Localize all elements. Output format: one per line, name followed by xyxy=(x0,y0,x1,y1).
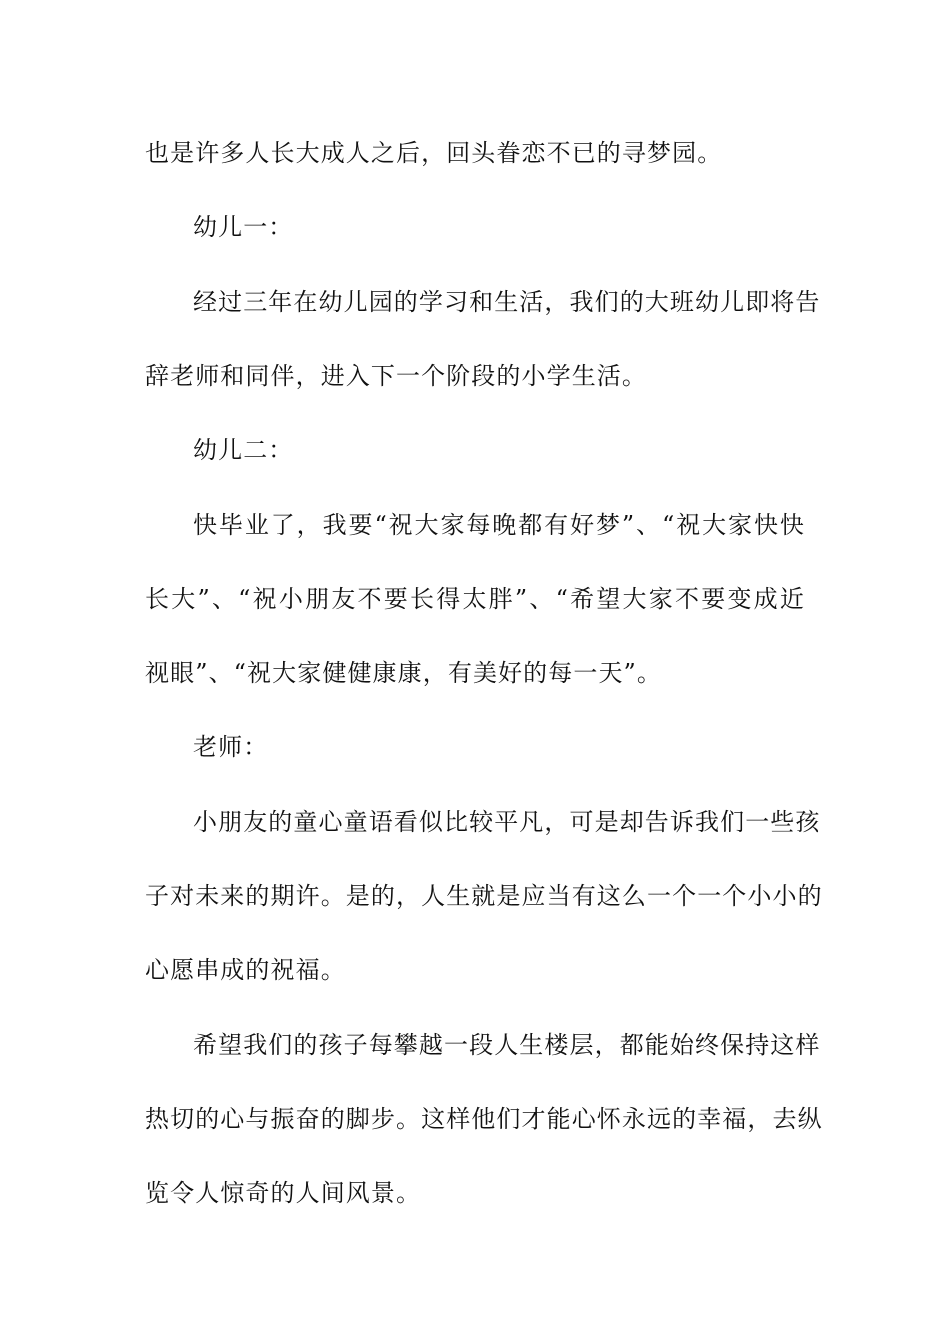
text-line: 快毕业了，我要“祝大家每晚都有好梦”、“祝大家快快 xyxy=(193,511,805,539)
text-line: 辞老师和同伴，进入下一个阶段的小学生活。 xyxy=(145,362,647,390)
text-line: 视眼”、“祝大家健健康康，有美好的每一天”。 xyxy=(145,659,663,687)
text-line: 希望我们的孩子每攀越一段人生楼层，都能始终保持这样 xyxy=(193,1031,821,1059)
text-line: 也是许多人长大成人之后，回头眷恋不已的寻梦园。 xyxy=(145,139,723,167)
text-line: 热切的心与振奋的脚步。这样他们才能心怀永远的幸福，去纵 xyxy=(145,1105,823,1133)
text-line: 长大”、“祝小朋友不要长得太胖”、“希望大家不要变成近 xyxy=(145,585,805,613)
speaker-label: 幼儿一： xyxy=(193,213,294,241)
text-line: 心愿串成的祝福。 xyxy=(145,956,346,984)
text-line: 经过三年在幼儿园的学习和生活，我们的大班幼儿即将告 xyxy=(193,288,821,316)
text-line: 子对未来的期许。是的，人生就是应当有这么一个一个小小的 xyxy=(145,882,823,910)
text-line: 览令人惊奇的人间风景。 xyxy=(145,1179,422,1207)
speaker-label: 老师： xyxy=(193,733,269,761)
speaker-label: 幼儿二： xyxy=(193,436,294,464)
text-line: 小朋友的童心童语看似比较平凡，可是却告诉我们一些孩 xyxy=(193,808,821,836)
